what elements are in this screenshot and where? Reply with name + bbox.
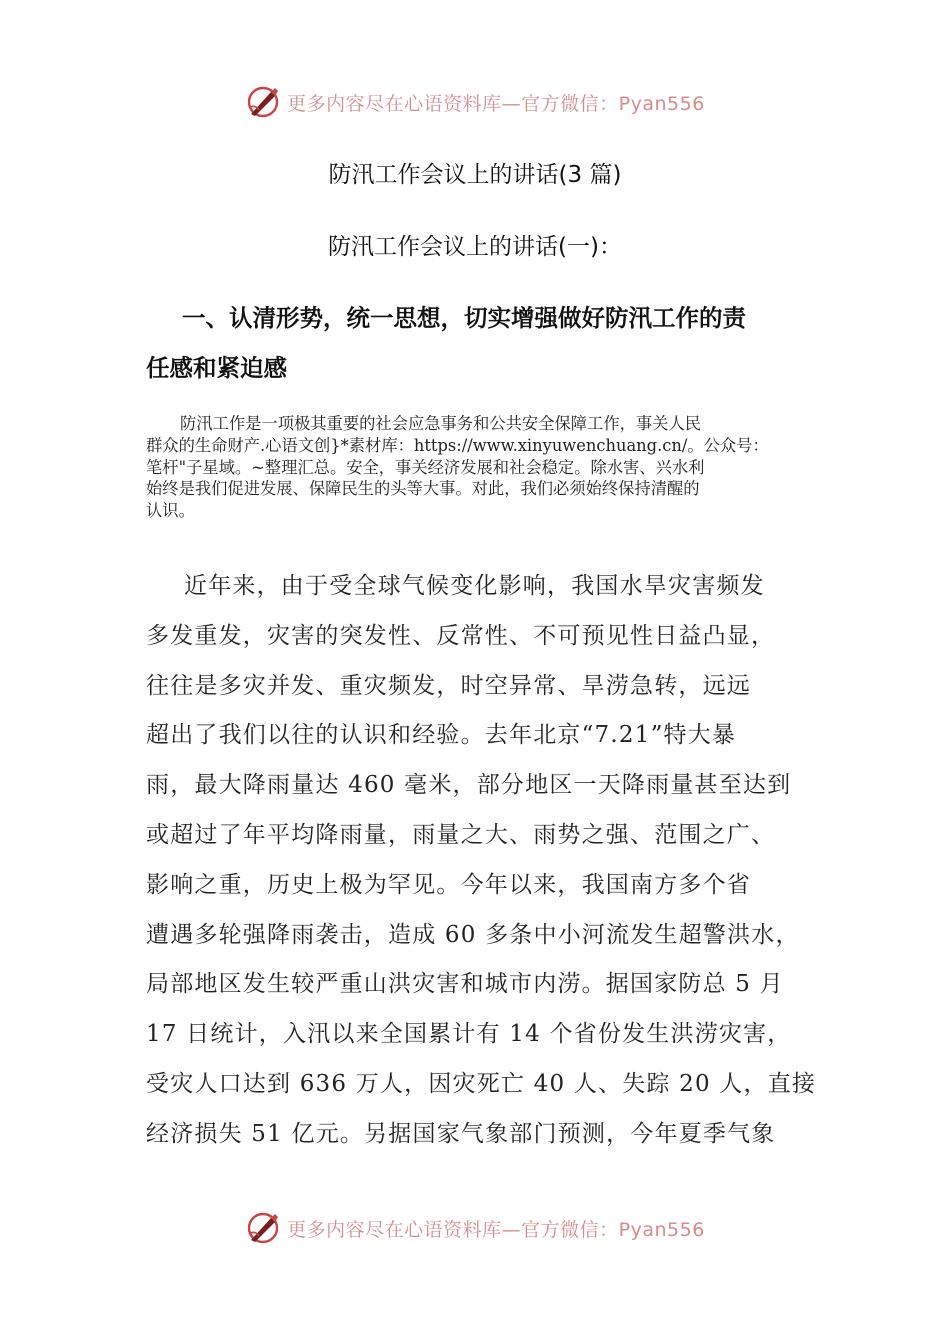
footer-watermark-banner — [0, 1210, 950, 1246]
body-paragraph — [146, 562, 826, 1160]
pen-signature-icon — [245, 84, 281, 120]
heading-line: 一、认清形势，统一思想，切实增强做好防汛工作的责 — [182, 304, 746, 332]
paragraph-line: 超出了我们以往的认识和经验。去年北京“7.21”特大暴 — [146, 722, 737, 749]
paragraph-line: 防汛工作是一项极其重要的社会应急事务和公共安全保障工作，事关人民 — [180, 414, 702, 433]
document-title: 防汛工作会议上的讲话(3 篇) — [328, 162, 622, 188]
header-watermark-text: 更多内容尽在心语资料库—官方微信：Pyan556 — [287, 92, 705, 115]
paragraph-line: 往往是多灾并发、重灾频发，时空异常、旱涝急转，远远 — [146, 672, 751, 699]
paragraph-line: 影响之重，历史上极为罕见。今年以来，我国南方多个省 — [146, 871, 751, 898]
paragraph-line: 受灾人口达到 636 万人，因灾死亡 40 人、失踪 20 人，直接 — [146, 1070, 817, 1097]
intro-paragraph — [146, 413, 806, 522]
section-heading — [146, 293, 826, 393]
paragraph-line: 群众的生命财产.心语文创}*素材库：https://www.xinyuwenchuang.cn/。公众号： — [146, 435, 769, 455]
paragraph-line: 17 日统计，入汛以来全国累计有 14 个省份发生洪涝灾害， — [146, 1021, 792, 1048]
footer-watermark-text: 更多内容尽在心语资料库—官方微信：Pyan556 — [287, 1218, 705, 1241]
section-subtitle: 防汛工作会议上的讲话(一)： — [328, 234, 622, 260]
paragraph-line: 局部地区发生较严重山洪灾害和城市内涝。据国家防总 5 月 — [146, 971, 784, 998]
paragraph-line: 认识。 — [146, 501, 195, 521]
paragraph-line: 经济损失 51 亿元。另据国家气象部门预测，今年夏季气象 — [146, 1120, 776, 1147]
paragraph-line: 近年来，由于受全球气候变化影响，我国水旱灾害频发 — [184, 573, 765, 599]
paragraph-line: 遭遇多轮强降雨袭击，造成 60 多条中小河流发生超警洪水， — [146, 921, 800, 948]
paragraph-line: 或超过了年平均降雨量，雨量之大、雨势之强、范围之广、 — [146, 821, 776, 848]
pen-signature-icon — [245, 1210, 281, 1246]
paragraph-line: 笔杆"子星域。~整理汇总。安全，事关经济发展和社会稳定。除水害、兴水利 — [146, 457, 705, 477]
header-watermark-banner — [0, 84, 950, 120]
paragraph-line: 始终是我们促进发展、保障民生的头等大事。对此，我们必须始终保持清醒的 — [146, 479, 700, 499]
paragraph-line: 多发重发，灾害的突发性、反常性、不可预见性日益凸显， — [146, 622, 776, 649]
heading-line: 任感和紧迫感 — [146, 354, 287, 382]
paragraph-line: 雨，最大降雨量达 460 毫米，部分地区一天降雨量甚至达到 — [146, 772, 792, 799]
